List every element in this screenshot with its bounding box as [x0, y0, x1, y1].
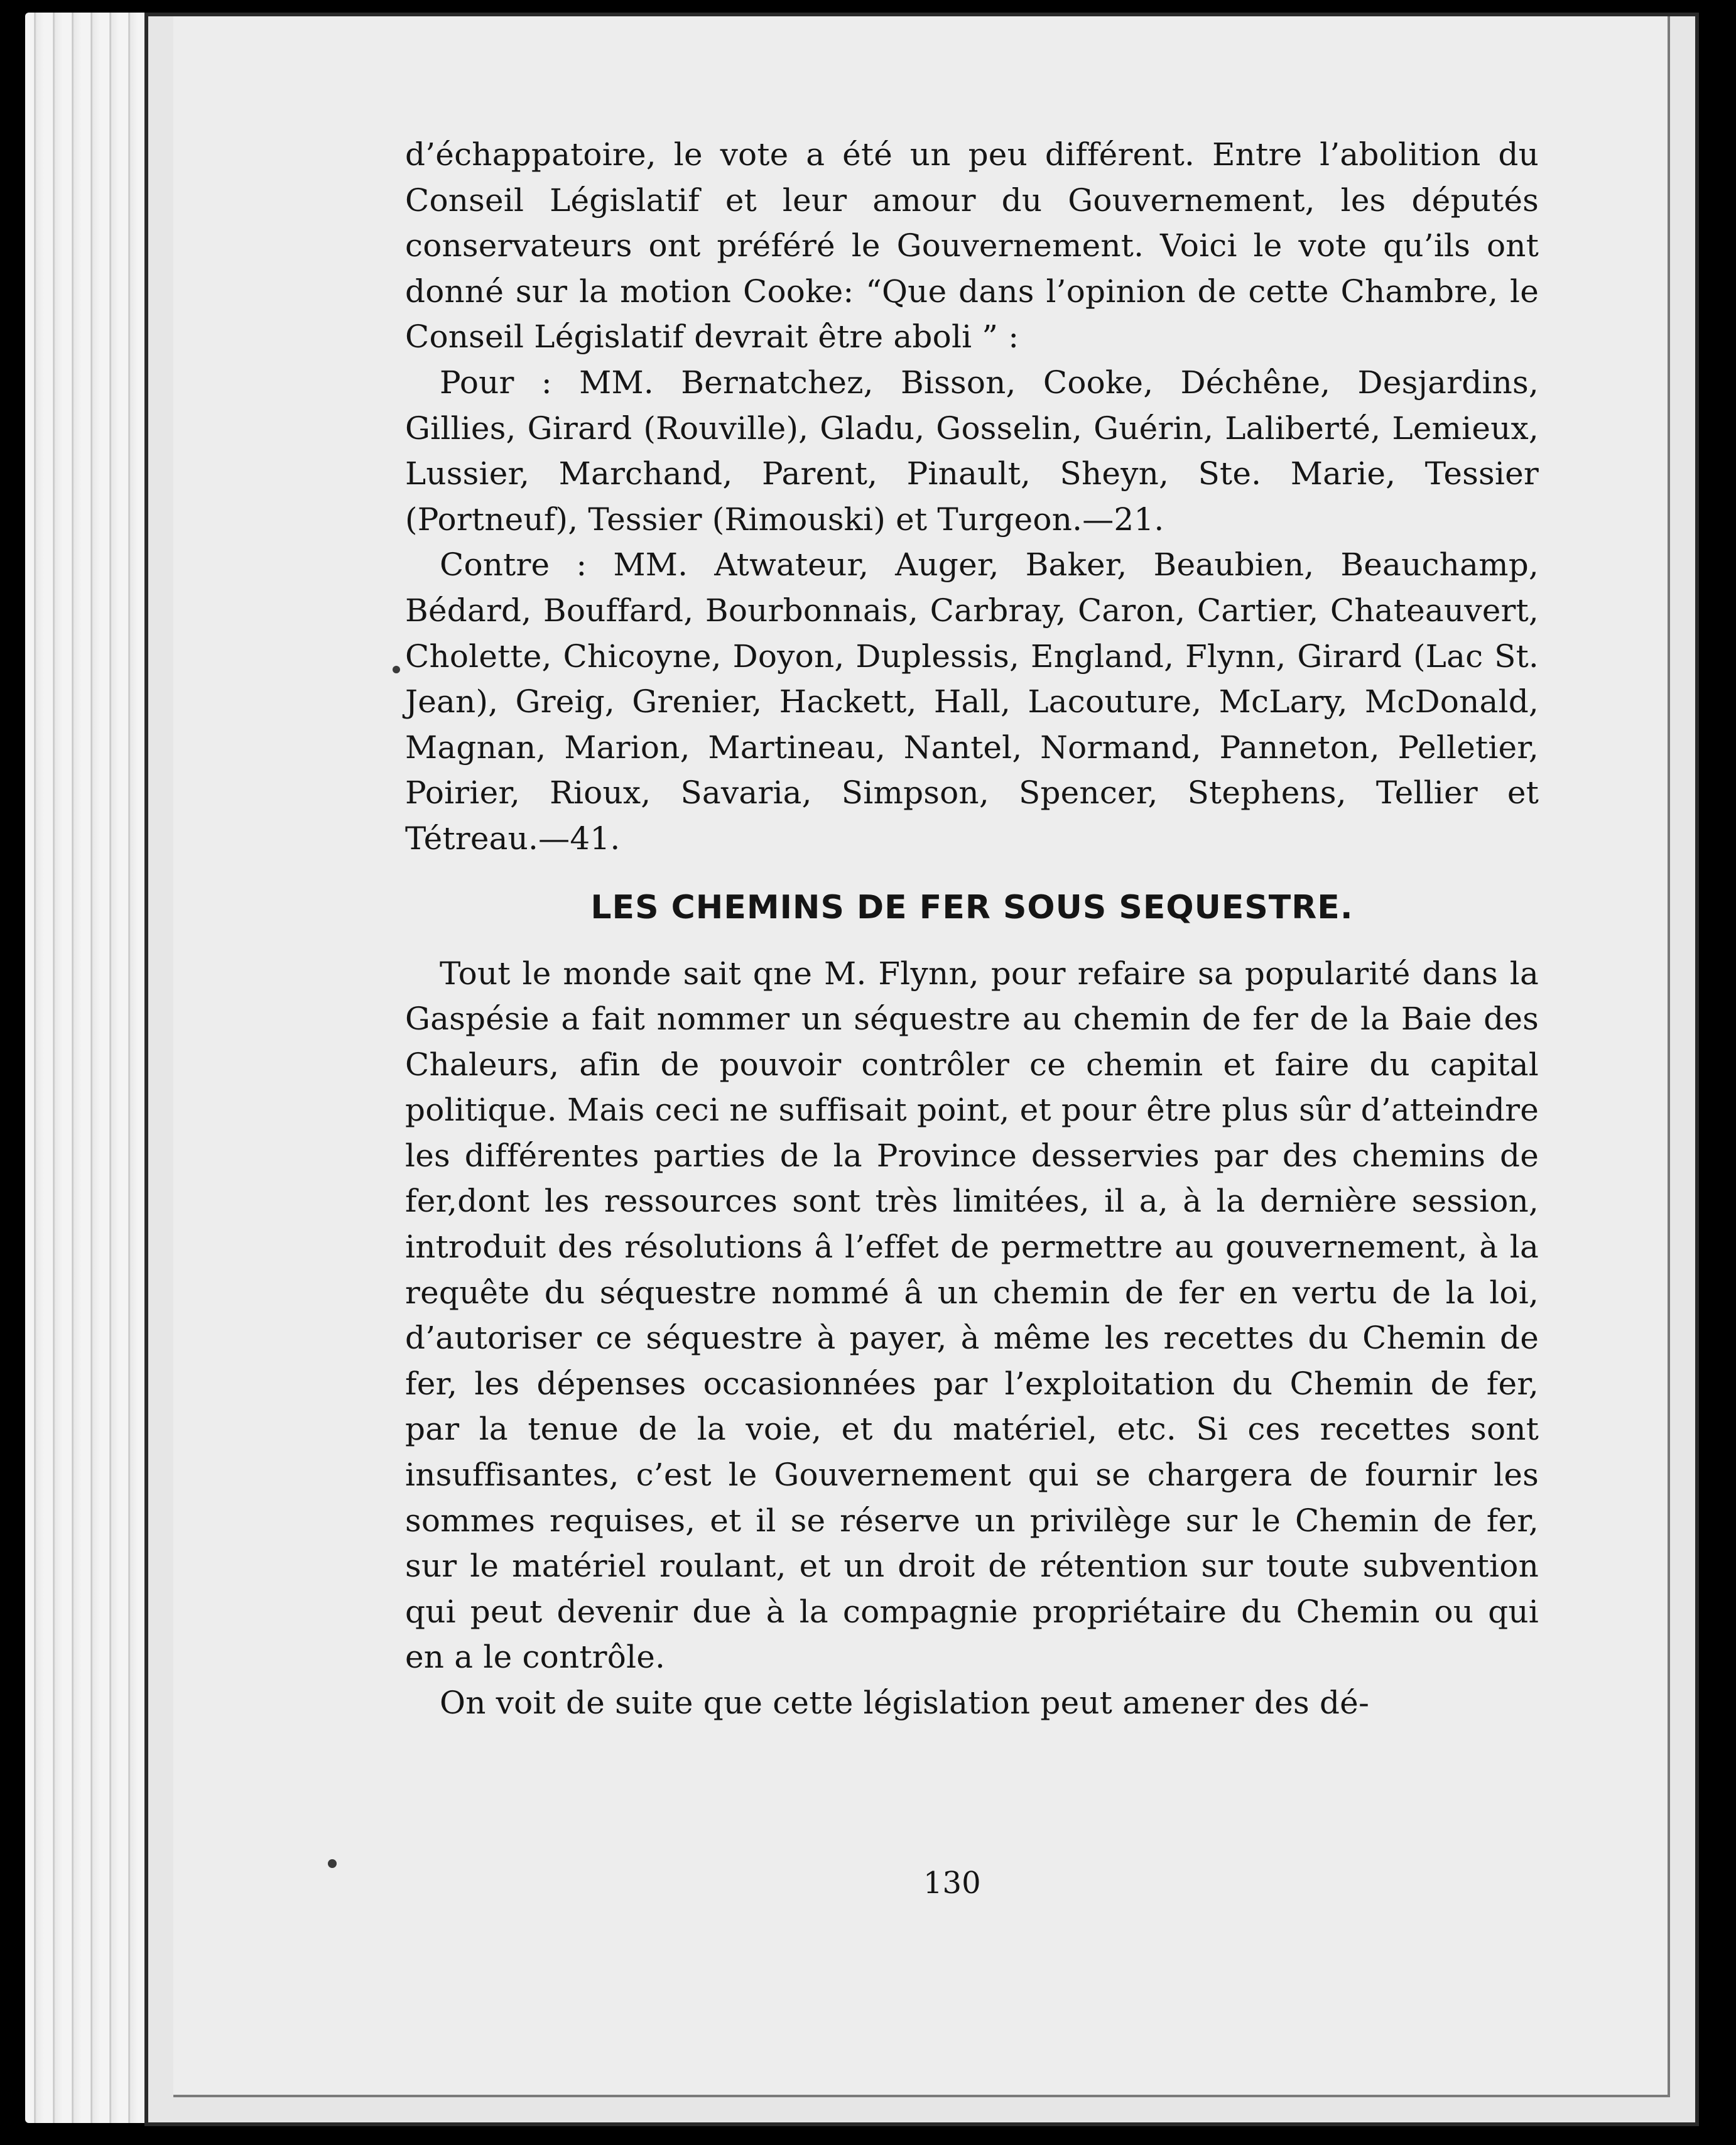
- page-number: 130: [923, 1865, 981, 1901]
- paragraph-vote-contre: Contre : MM. Atwateur, Auger, Baker, Beaubien, Beauchamp, Bédard, Bouffard, Bourbonnais, Carbray, Caron, Cartier, Chateauvert, Cholette, Chicoyne, Doyon, Duplessis, England, Flynn, Girard (Lac St. Jean), Greig, Grenier, Hackett, Hall, Lacouture, McLary, McDonald, Magnan, Marion, Martineau, Nantel, Normand, Panneton, Pelletier, Poirier, Rioux, Savaria, Simpson, Spencer, Stephens, Tellier et Tétreau.—41.: [405, 546, 1539, 857]
- ink-speck: [393, 666, 400, 673]
- paragraph-vote-intro: d’échappatoire, le vote a été un peu différent. Entre l’abolition du Conseil Législatif et leur amour du Gouvernement, les députés conservateurs ont préféré le Gouvernement. Voici le vote qu’ils ont donné sur la motion Cooke: “Que dans l’opinion de cette Chambre, le Conseil Législatif devrait être aboli ” :: [405, 136, 1539, 356]
- paragraph-final-fragment: On voit de suite que cette législation peut amener des dé-: [440, 1685, 1370, 1721]
- ink-speck: [328, 1859, 337, 1868]
- section-heading: LES CHEMINS DE FER SOUS SEQUESTRE.: [590, 888, 1354, 926]
- paragraph-vote-pour: Pour : MM. Bernatchez, Bisson, Cooke, Déchêne, Desjardins, Gillies, Girard (Rouville), Gladu, Gosselin, Guérin, Laliberté, Lemieux, Lussier, Marchand, Parent, Pinault, Sheyn, Ste. Marie, Tessier (Portneuf), Tessier (Rimouski) et Turgeon.—21.: [405, 364, 1539, 538]
- paragraph-chemins-de-fer: Tout le monde sait qne M. Flynn, pour refaire sa popularité dans la Gaspésie a fait nommer un séquestre au chemin de fer de la Baie des Chaleurs, afin de pouvoir contrôler ce chemin et faire du capital politique. Mais ceci ne suffisait point, et pour être plus sûr d’atteindre les différentes parties de la Province desservies par des chemins de fer,dont les ressources sont très limitées, il a, à la dernière session, introduit des résolutions â l’effet de permettre au gouvernement, à la requête du séquestre nommé â un chemin de fer en vertu de la loi, d’autoriser ce séquestre à payer, à même les recettes du Chemin de fer, les dépenses occasionnées par l’exploitation du Chemin de fer, par la tenue de la voie, et du matériel, etc. Si ces recettes sont insuffisantes, c’est le Gouvernement qui se chargera de fournir les sommes requises, et il se réserve un privilège sur le Chemin de fer, sur le matériel roulant, et un droit de rétention sur toute subvention qui peut devenir due à la compagnie propriétaire du Chemin ou qui en a le contrôle.: [405, 955, 1539, 1676]
- page-text-block: [405, 132, 1539, 1726]
